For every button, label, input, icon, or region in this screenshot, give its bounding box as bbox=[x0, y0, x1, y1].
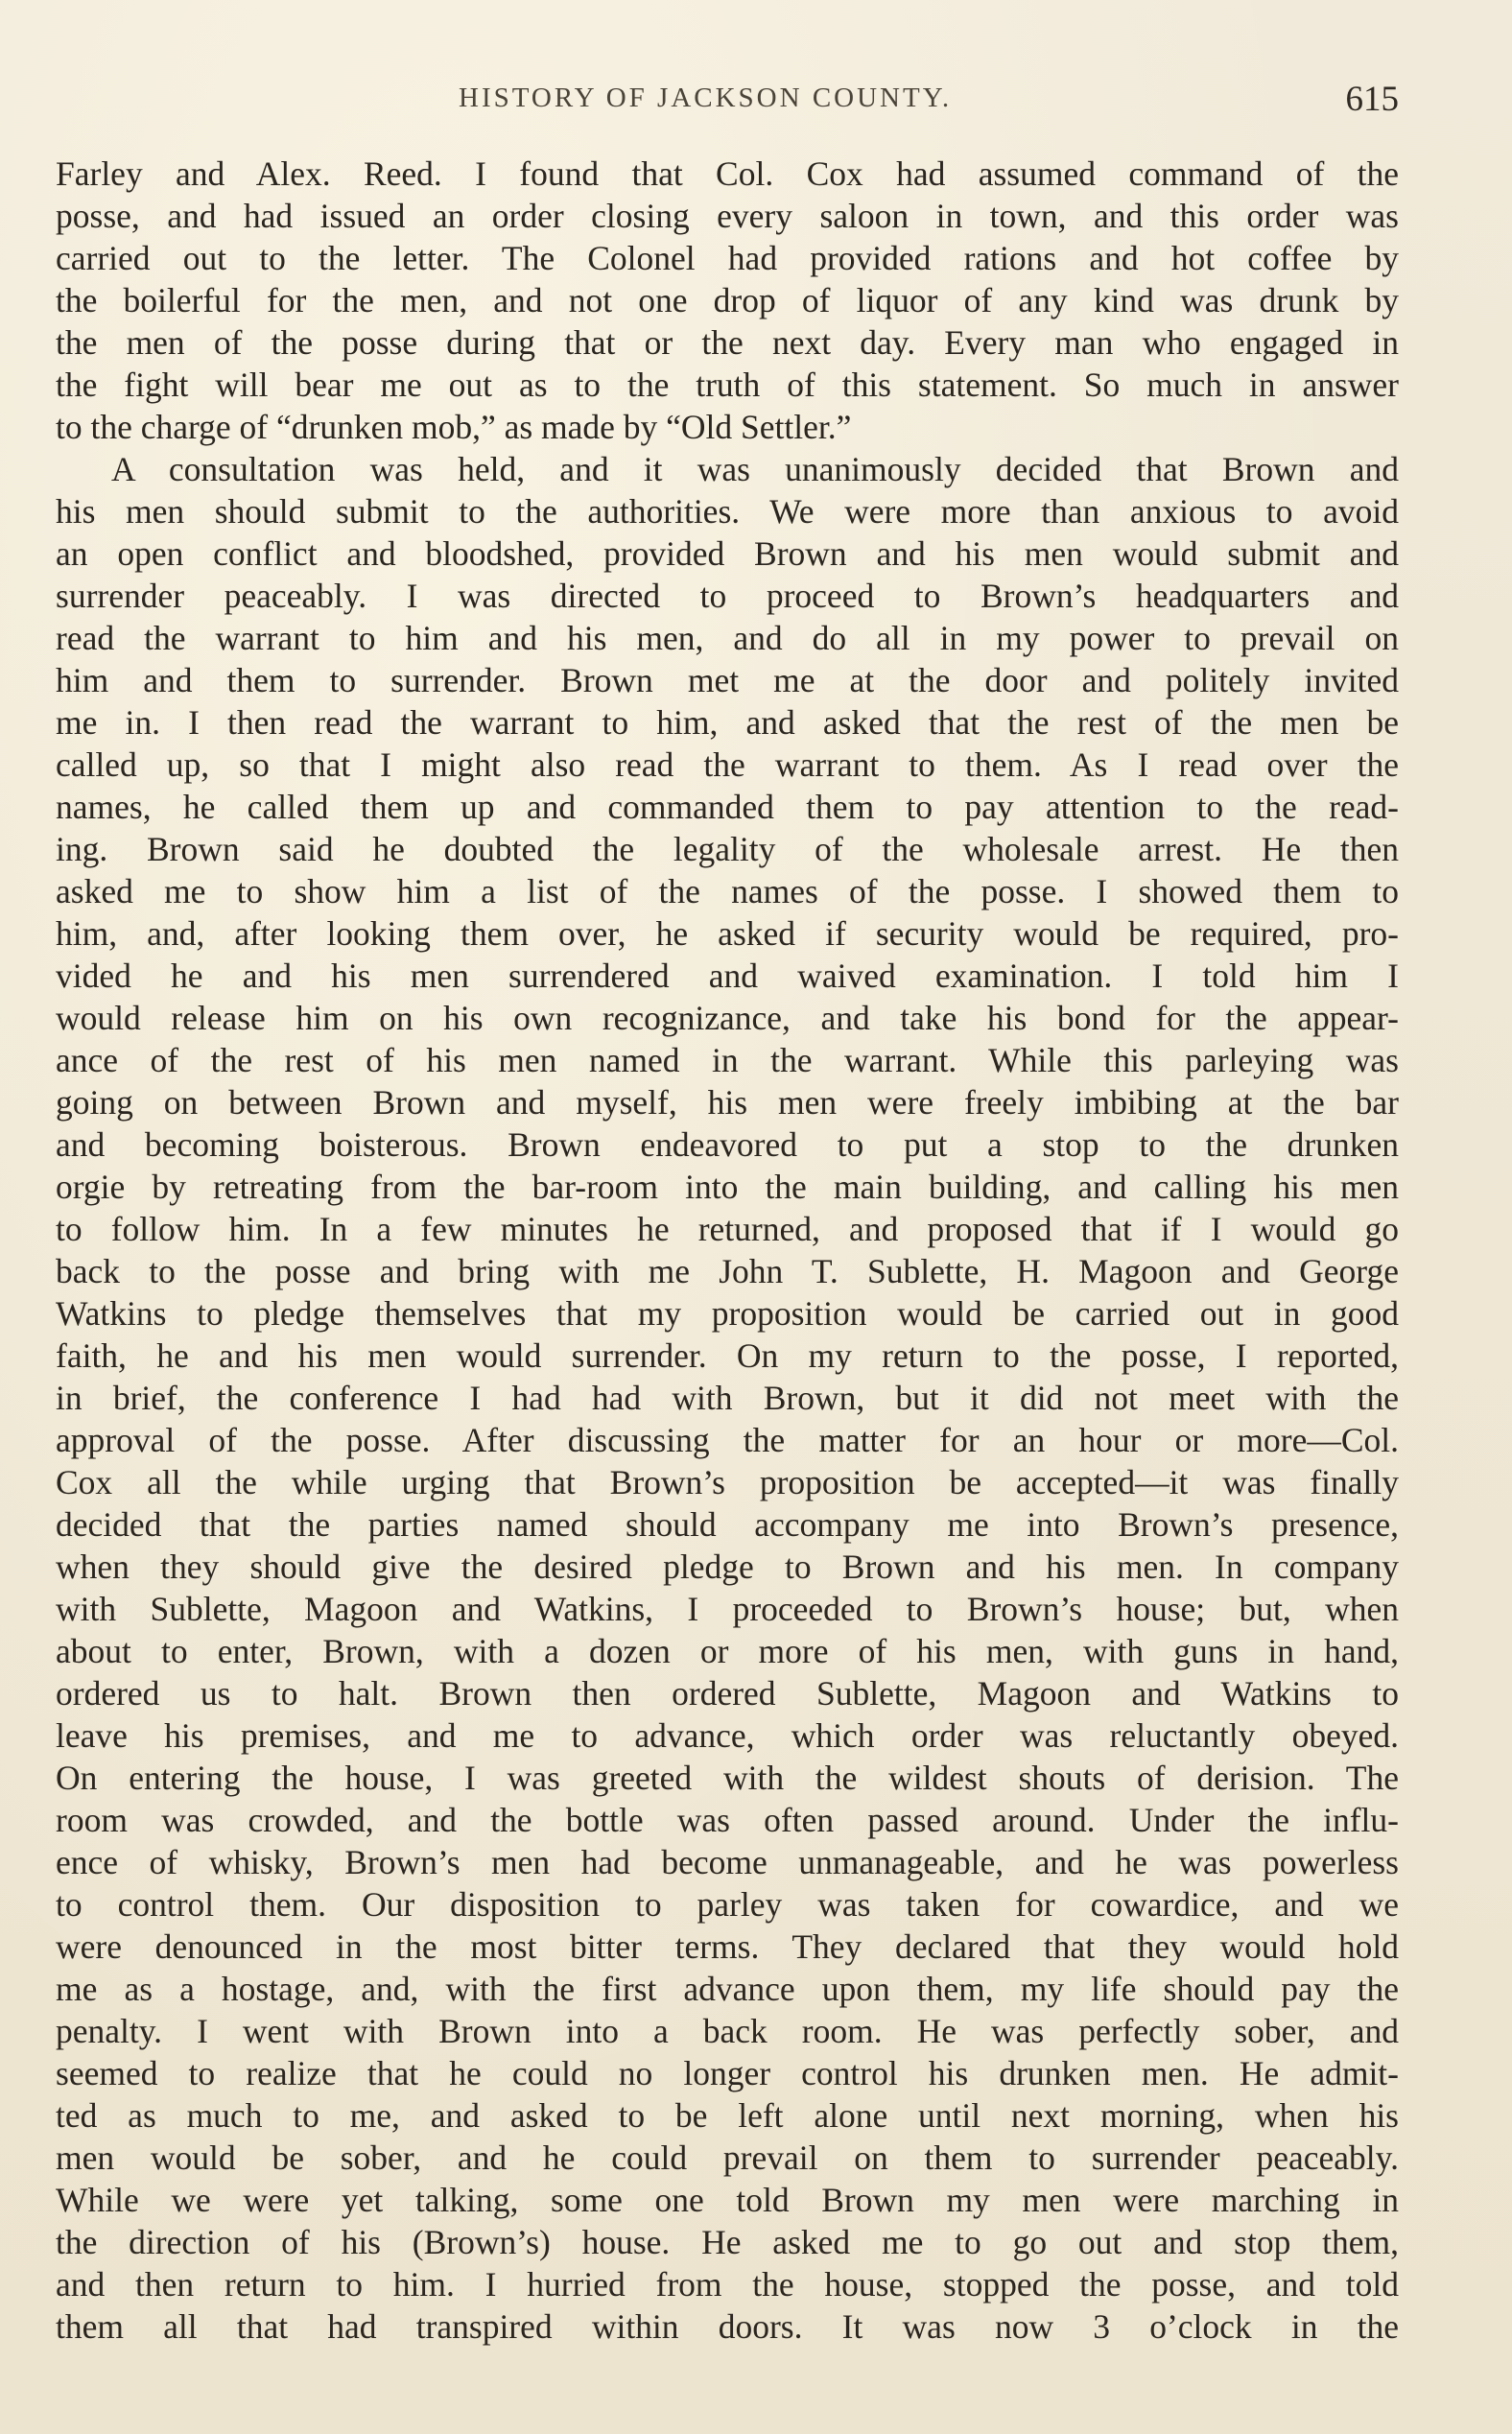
text-line: to follow him. In a few minutes he returned, and proposed that if I would go bbox=[56, 1210, 1399, 1248]
text-line: them all that had transpired within doors. It was now 3 o’clock in the bbox=[56, 2307, 1399, 2346]
text-line: faith, he and his men would surrender. On my return to the posse, I reported, bbox=[56, 1336, 1399, 1375]
text-line: were denounced in the most bitter terms. They declared that they would hold bbox=[56, 1927, 1399, 1966]
text-line: Farley and Alex. Reed. I found that Col. Cox had assumed command of the bbox=[56, 154, 1399, 193]
text-line: with Sublette, Magoon and Watkins, I proceeded to Brown’s house; but, when bbox=[56, 1590, 1399, 1628]
text-line: asked me to show him a list of the names of the posse. I showed them to bbox=[56, 872, 1399, 910]
text-line: and becoming boisterous. Brown endeavored to put a stop to the drunken bbox=[56, 1125, 1399, 1164]
paragraph-end-line: to the charge of “drunken mob,” as made by “Old Settler.” bbox=[56, 408, 852, 446]
text-line: orgie by retreating from the bar-room into the main building, and calling his men bbox=[56, 1168, 1399, 1206]
text-line: surrender peaceably. I was directed to proceed to Brown’s headquarters and bbox=[56, 577, 1399, 615]
text-line: ordered us to halt. Brown then ordered Sublette, Magoon and Watkins to bbox=[56, 1674, 1399, 1713]
text-line: decided that the parties named should accompany me into Brown’s presence, bbox=[56, 1505, 1399, 1544]
text-line: me in. I then read the warrant to him, and asked that the rest of the men be bbox=[56, 703, 1399, 742]
body-text bbox=[56, 153, 1399, 2348]
text-line: vided he and his men surrendered and waived examination. I told him I bbox=[56, 957, 1399, 995]
text-line: about to enter, Brown, with a dozen or more of his men, with guns in hand, bbox=[56, 1632, 1399, 1670]
text-line: carried out to the letter. The Colonel had provided rations and hot coffee by bbox=[56, 239, 1399, 277]
running-head: HISTORY OF JACKSON COUNTY. bbox=[459, 83, 953, 113]
page-header bbox=[56, 79, 1399, 127]
text-line: posse, and had issued an order closing every saloon in town, and this order was bbox=[56, 197, 1399, 235]
text-line: him, and, after looking them over, he asked if security would be required, pro- bbox=[56, 914, 1399, 953]
text-line: On entering the house, I was greeted with the wildest shouts of derision. The bbox=[56, 1759, 1399, 1797]
text-line: to control them. Our disposition to parley was taken for cowardice, and we bbox=[56, 1885, 1399, 1924]
text-line: leave his premises, and me to advance, which order was reluctantly obeyed. bbox=[56, 1716, 1399, 1755]
text-line: men would be sober, and he could prevail on them to surrender peaceably. bbox=[56, 2139, 1399, 2177]
text-line: the direction of his (Brown’s) house. He asked me to go out and stop them, bbox=[56, 2223, 1399, 2261]
text-line: Cox all the while urging that Brown’s proposition be accepted—it was finally bbox=[56, 1463, 1399, 1501]
text-line: penalty. I went with Brown into a back room. He was perfectly sober, and bbox=[56, 2012, 1399, 2050]
paragraph-first-line: A consultation was held, and it was unanimously decided that Brown and bbox=[111, 450, 1399, 488]
text-line: me as a hostage, and, with the first advance upon them, my life should pay the bbox=[56, 1970, 1399, 2008]
text-line: in brief, the conference I had had with Brown, but it did not meet with the bbox=[56, 1379, 1399, 1417]
text-line: the men of the posse during that or the next day. Every man who engaged in bbox=[56, 323, 1399, 362]
text-line: ence of whisky, Brown’s men had become unmanageable, and he was powerless bbox=[56, 1843, 1399, 1881]
text-line: While we were yet talking, some one told Brown my men were marching in bbox=[56, 2181, 1399, 2219]
text-line: and then return to him. I hurried from the house, stopped the posse, and told bbox=[56, 2265, 1399, 2304]
text-line: going on between Brown and myself, his men were freely imbibing at the bar bbox=[56, 1083, 1399, 1122]
text-line: when they should give the desired pledge to Brown and his men. In company bbox=[56, 1548, 1399, 1586]
text-line: ted as much to me, and asked to be left alone until next morning, when his bbox=[56, 2096, 1399, 2135]
text-line: read the warrant to him and his men, and do all in my power to prevail on bbox=[56, 619, 1399, 657]
text-line: called up, so that I might also read the warrant to them. As I read over the bbox=[56, 745, 1399, 784]
text-line: Watkins to pledge themselves that my proposition would be carried out in good bbox=[56, 1294, 1399, 1333]
text-line: back to the posse and bring with me John T. Sublette, H. Magoon and George bbox=[56, 1252, 1399, 1290]
text-line: ance of the rest of his men named in the warrant. While this parleying was bbox=[56, 1041, 1399, 1079]
text-line: ing. Brown said he doubted the legality of the wholesale arrest. He then bbox=[56, 830, 1399, 868]
text-line: names, he called them up and commanded them to pay attention to the read- bbox=[56, 788, 1399, 826]
text-line: would release him on his own recognizance, and take his bond for the appear- bbox=[56, 999, 1399, 1037]
text-line: an open conflict and bloodshed, provided Brown and his men would submit and bbox=[56, 534, 1399, 573]
text-line: the fight will bear me out as to the truth of this statement. So much in answer bbox=[56, 366, 1399, 404]
text-line: his men should submit to the authorities. We were more than anxious to avoid bbox=[56, 492, 1399, 531]
page-number: 615 bbox=[1345, 80, 1399, 119]
text-line: him and them to surrender. Brown met me at the door and politely invited bbox=[56, 661, 1399, 699]
text-line: approval of the posse. After discussing the matter for an hour or more—Col. bbox=[56, 1421, 1399, 1459]
text-line: seemed to realize that he could no longer control his drunken men. He admit- bbox=[56, 2054, 1399, 2092]
text-line: room was crowded, and the bottle was often passed around. Under the influ- bbox=[56, 1801, 1399, 1839]
text-line: the boilerful for the men, and not one drop of liquor of any kind was drunk by bbox=[56, 281, 1399, 319]
